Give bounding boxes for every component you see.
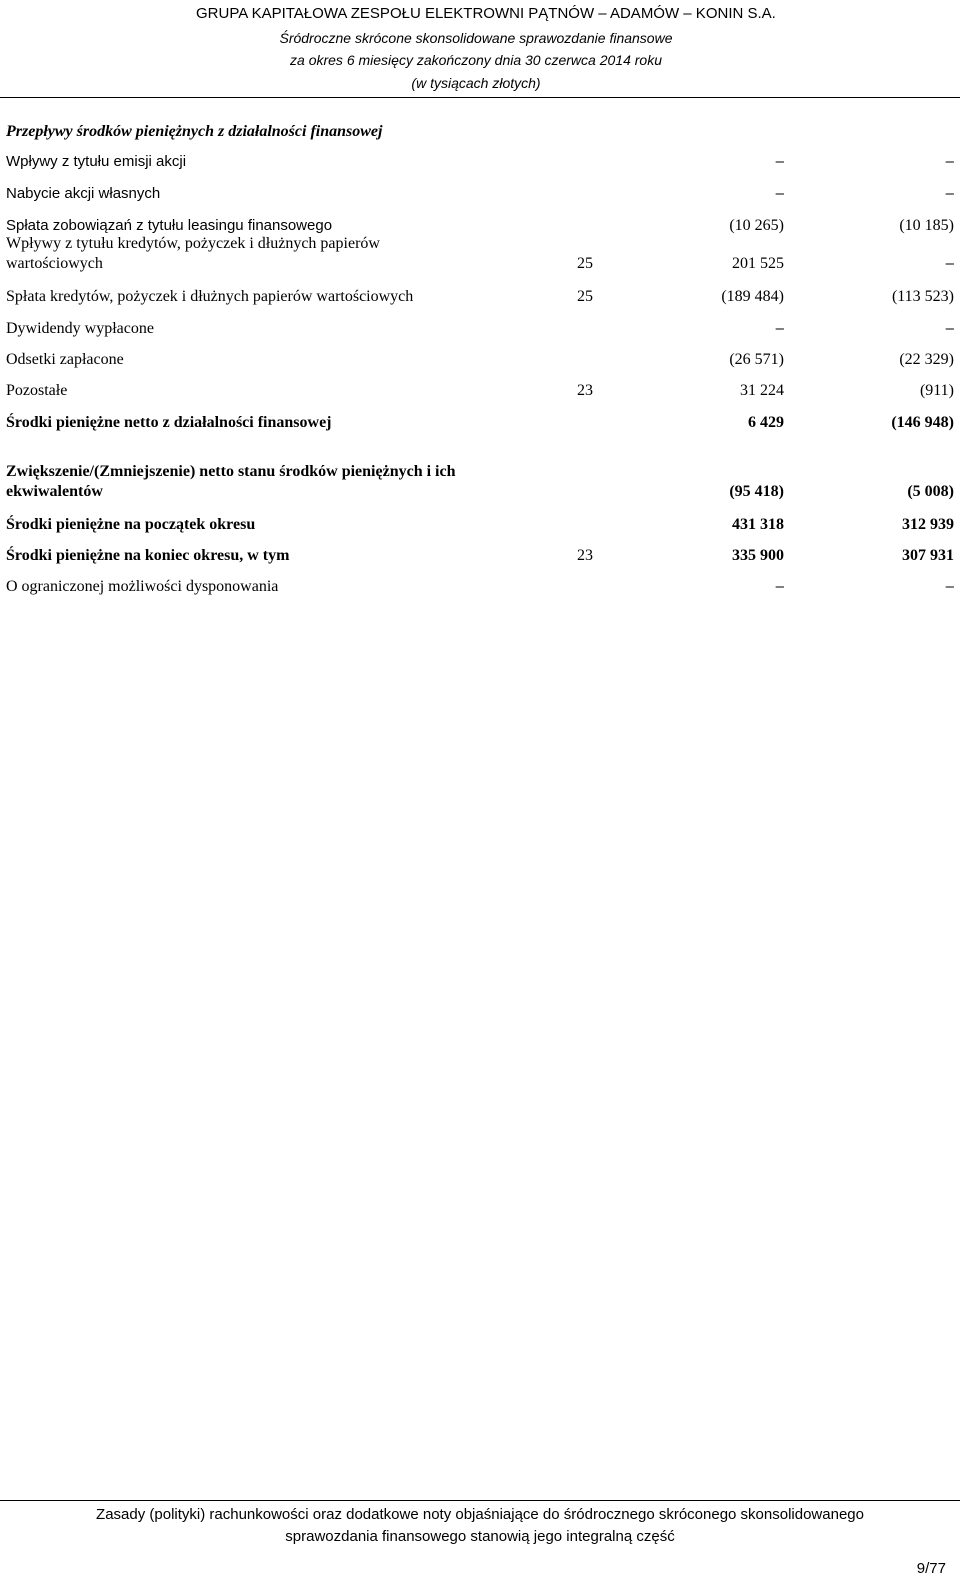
row-label-line1: Zwiększenie/(Zmniejszenie) netto stanu środków pieniężnych i ich xyxy=(6,463,456,480)
company-name: GRUPA KAPITAŁOWA ZESPOŁU ELEKTROWNI PĄTNÓW – ADAMÓW – KONIN S.A. xyxy=(196,5,776,22)
row-note: 25 xyxy=(577,255,593,272)
row-value-previous: – xyxy=(945,153,954,170)
report-units: (w tysiącach złotych) xyxy=(411,75,541,91)
row-label-line2: ekwiwalentów xyxy=(6,483,103,500)
row-label: Środki pieniężne na koniec okresu, w tym xyxy=(6,547,290,564)
row-value-current: (26 571) xyxy=(729,351,784,368)
row-label: Dywidendy wypłacone xyxy=(6,320,154,337)
row-value-current: 335 900 xyxy=(732,547,784,564)
row-value-previous: – xyxy=(945,185,954,202)
row-label: Środki pieniężne na początek okresu xyxy=(6,516,256,533)
row-value-previous: (5 008) xyxy=(907,483,954,500)
table-row xyxy=(0,320,960,340)
row-value-current: 431 318 xyxy=(732,516,784,533)
row-value-previous: (22 329) xyxy=(899,351,954,368)
row-value-previous: (911) xyxy=(919,382,954,399)
row-value-previous: – xyxy=(945,255,954,272)
row-value-previous: 312 939 xyxy=(902,516,954,533)
table-row xyxy=(0,235,960,275)
row-label: Odsetki zapłacone xyxy=(6,351,124,368)
page-number: 9/77 xyxy=(916,1560,946,1577)
row-label: Pozostałe xyxy=(6,382,68,399)
table-row-total xyxy=(0,414,960,434)
row-note: 23 xyxy=(577,547,593,564)
row-value-previous: (10 185) xyxy=(899,217,954,234)
row-value-current: – xyxy=(775,153,784,170)
row-label-line1: Wpływy z tytułu kredytów, pożyczek i dłużnych papierów xyxy=(6,235,380,252)
footer-note-line2: sprawozdania finansowego stanowią jego integralną część xyxy=(285,1528,675,1545)
table-row xyxy=(0,153,960,173)
row-note: 25 xyxy=(577,288,593,305)
report-title: Śródroczne skrócone skonsolidowane sprawozdanie finansowe xyxy=(279,30,673,46)
table-row xyxy=(0,382,960,402)
footer-note-line1: Zasady (polityki) rachunkowości oraz dodatkowe noty objaśniające do śródrocznego skróconego skonsolidowanego xyxy=(96,1506,864,1523)
row-value-current: – xyxy=(775,185,784,202)
table-row-total xyxy=(0,463,960,503)
row-value-previous: (146 948) xyxy=(891,414,954,431)
report-period: za okres 6 miesięcy zakończony dnia 30 czerwca 2014 roku xyxy=(290,52,662,68)
row-label: Nabycie akcji własnych xyxy=(6,185,161,202)
table-row xyxy=(0,351,960,371)
row-label: Spłata kredytów, pożyczek i dłużnych papierów wartościowych xyxy=(6,288,414,305)
row-value-previous: (113 523) xyxy=(891,288,954,305)
table-row-total xyxy=(0,547,960,567)
footer-divider xyxy=(0,1500,960,1501)
row-value-current: (10 265) xyxy=(729,217,784,234)
row-label: Spłata zobowiązań z tytułu leasingu finansowego xyxy=(6,217,333,234)
table-row xyxy=(0,217,960,237)
row-value-current: (95 418) xyxy=(729,483,784,500)
table-row xyxy=(0,185,960,205)
row-value-current: – xyxy=(775,578,784,595)
header-divider xyxy=(0,97,960,98)
table-row xyxy=(0,288,960,308)
section-title: Przepływy środków pieniężnych z działalności finansowej xyxy=(6,123,383,140)
row-label: Wpływy z tytułu emisji akcji xyxy=(6,153,187,170)
row-label-line2: wartościowych xyxy=(6,255,103,272)
table-row-total xyxy=(0,516,960,536)
row-value-current: – xyxy=(775,320,784,337)
row-label: Środki pieniężne netto z działalności finansowej xyxy=(6,414,332,431)
row-value-current: (189 484) xyxy=(721,288,784,305)
row-value-previous: – xyxy=(945,320,954,337)
row-value-current: 31 224 xyxy=(740,382,784,399)
row-label: O ograniczonej możliwości dysponowania xyxy=(6,578,279,595)
row-value-current: 201 525 xyxy=(732,255,784,272)
row-value-previous: 307 931 xyxy=(902,547,954,564)
row-value-previous: – xyxy=(945,578,954,595)
table-row xyxy=(0,578,960,598)
row-note: 23 xyxy=(577,382,593,399)
row-value-current: 6 429 xyxy=(748,414,784,431)
